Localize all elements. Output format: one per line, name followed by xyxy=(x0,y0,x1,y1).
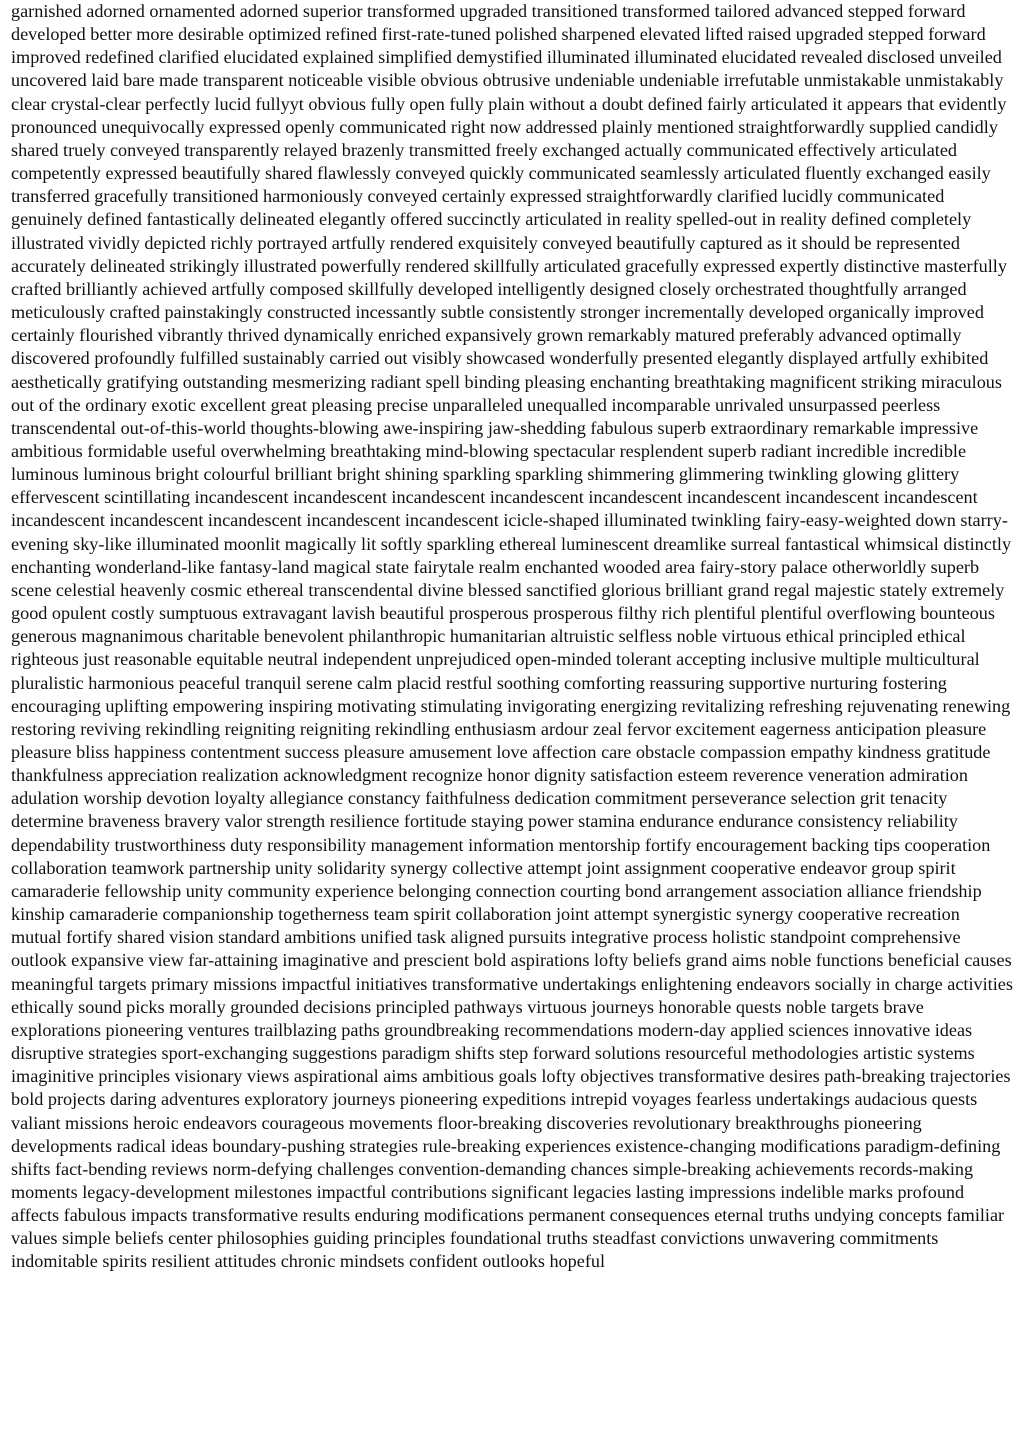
body-paragraph: garnished adorned ornamented adorned superior transformed upgraded transitioned transformed tailored advanced stepped forward developed better more desirable optimized refined first-rate-tuned polished sharpened elevated lifted raised upgraded stepped forward improved redefined clarified elucidated explained simplified demystified illuminated illuminated elucidated revealed disclosed unveiled uncovered laid bare made transparent noticeable visible obvious obtrusive undeniable undeniable irrefutable unmistakable unmistakably clear crystal-clear perfectly lucid fullyyt obvious fully open fully plain without a doubt defined fairly articulated it appears that evidently pronounced unequivocally expressed openly communicated right now addressed plainly mentioned straightforwardly supplied candidly shared truely conveyed transparently relayed brazenly transmitted freely exchanged actually communicated effectively articulated competently expressed beautifully shared flawlessly conveyed quickly communicated seamlessly articulated fluently exchanged easily transferred gracefully transitioned harmoniously conveyed certainly expressed straightforwardly clarified lucidly communicated genuinely defined fantastically delineated elegantly offered succinctly articulated in reality spelled-out in reality defined completely illustrated vividly depicted richly portrayed artfully rendered exquisitely conveyed beautifully captured as it should be represented accurately delineated strikingly illustrated powerfully rendered skillfully articulated gracefully expressed expertly distinctive masterfully crafted brilliantly achieved artfully composed skillfully developed intelligently designed closely orchestrated thoughtfully arranged meticulously crafted painstakingly constructed incessantly subtle consistently stronger incrementally developed organically improved certainly flourished vibrantly thrived dynamically enriched expansively grown remarkably matured preferably advanced optimally discovered profoundly fulfilled sustainably carried out visibly showcased wonderfully presented elegantly displayed artfully exhibited aesthetically gratifying outstanding mesmerizing radiant spell binding pleasing enchanting breathtaking magnificent striking miraculous out of the ordinary exotic excellent great pleasing precise unparalleled unequalled incomparable unrivaled unsurpassed peerless transcendental out-of-this-world thoughts-blowing awe-inspiring jaw-shedding fabulous superb extraordinary remarkable impressive ambitious formidable useful overwhelming breathtaking mind-blowing spectacular resplendent superb radiant incredible incredible luminous luminous bright colourful brilliant bright shining sparkling sparkling shimmering glimmering twinkling glowing glittery effervescent scintillating incandescent incandescent incandescent incandescent incandescent incandescent incandescent incandescent incandescent incandescent incandescent incandescent incandescent icicle-shaped illuminated twinkling fairy-easy-weighted down starry-evening sky-like illuminated moonlit magically lit softly sparkling ethereal luminescent dreamlike surreal fantastical whimsical distinctly enchanting wonderland-like fantasy-land magical state fairytale realm enchanted wooded area fairy-story palace otherworldly superb scene celestial heavenly cosmic ethereal transcendental divine blessed sanctified glorious brilliant grand regal majestic stately extremely good opulent costly sumptuous extravagant lavish beautiful prosperous prosperous filthy rich plentiful plentiful overflowing bounteous generous magnanimous charitable benevolent philanthropic humanitarian altruistic selfless noble virtuous ethical principled ethical righteous just reasonable equitable neutral independent unprejudiced open-minded tolerant accepting inclusive multiple multicultural pluralistic harmonious peaceful tranquil serene calm placid restful soothing comforting reassuring supportive nurturing fostering encouraging uplifting empowering inspiring motivating stimulating invigorating energizing revitalizing refreshing rejuvenating renewing restoring reviving rekindling reigniting reigniting rekindling enthusiasm ardour zeal fervor excitement eagerness anticipation pleasure pleasure bliss happiness contentment success pleasure amusement love affection care obstacle compassion empathy kindness gratitude thankfulness appreciation realization acknowledgment recognize honor dignity satisfaction esteem reverence veneration admiration adulation worship devotion loyalty allegiance constancy faithfulness dedication commitment perseverance selection grit tenacity determine braveness bravery valor strength resilience fortitude staying power stamina endurance endurance consistency reliability dependability trustworthiness duty responsibility management information mentorship fortify encouragement backing tips cooperation collaboration teamwork partnership unity solidarity synergy collective attempt joint assignment cooperative endeavor group spirit camaraderie fellowship unity community experience belonging connection courting bond arrangement association alliance friendship kinship camaraderie companionship togetherness team spirit collaboration joint attempt synergistic synergy cooperative recreation mutual fortify shared vision standard ambitions unified task aligned pursuits integrative process holistic standpoint comprehensive outlook expansive view far-attaining imaginative and prescient bold aspirations lofty beliefs grand aims noble functions beneficial causes meaningful targets primary missions impactful initiatives transformative undertakings enlightening endeavors socially in charge activities ethically sound picks morally grounded decisions principled pathways virtuous journeys honorable quests noble targets brave explorations pioneering ventures trailblazing paths groundbreaking recommendations modern-day applied sciences innovative ideas disruptive strategies sport-exchanging suggestions paradigm shifts step forward solutions resourceful methodologies artistic systems imaginitive principles visionary views aspirational aims ambitious goals lofty objectives transformative desires path-breaking trajectories bold projects daring adventures exploratory journeys pioneering expeditions intrepid voyages fearless undertakings audacious quests valiant missions heroic endeavors courageous movements floor-breaking discoveries revolutionary breakthroughs pioneering developments radical ideas boundary-pushing strategies rule-breaking experiences existence-changing modifications paradigm-defining shifts fact-bending reviews norm-defying challenges convention-demanding chances simple-breaking achievements records-making moments legacy-development milestones impactful contributions significant legacies lasting impressions indelible marks profound affects fabulous impacts transformative results enduring modifications permanent consequences eternal truths undying concepts familiar values simple beliefs center philosophies guiding principles foundational truths steadfast convictions unwavering commitments indomitable spirits resilient attitudes chronic mindsets confident outlooks hopeful xyxy=(11,1,1013,1272)
